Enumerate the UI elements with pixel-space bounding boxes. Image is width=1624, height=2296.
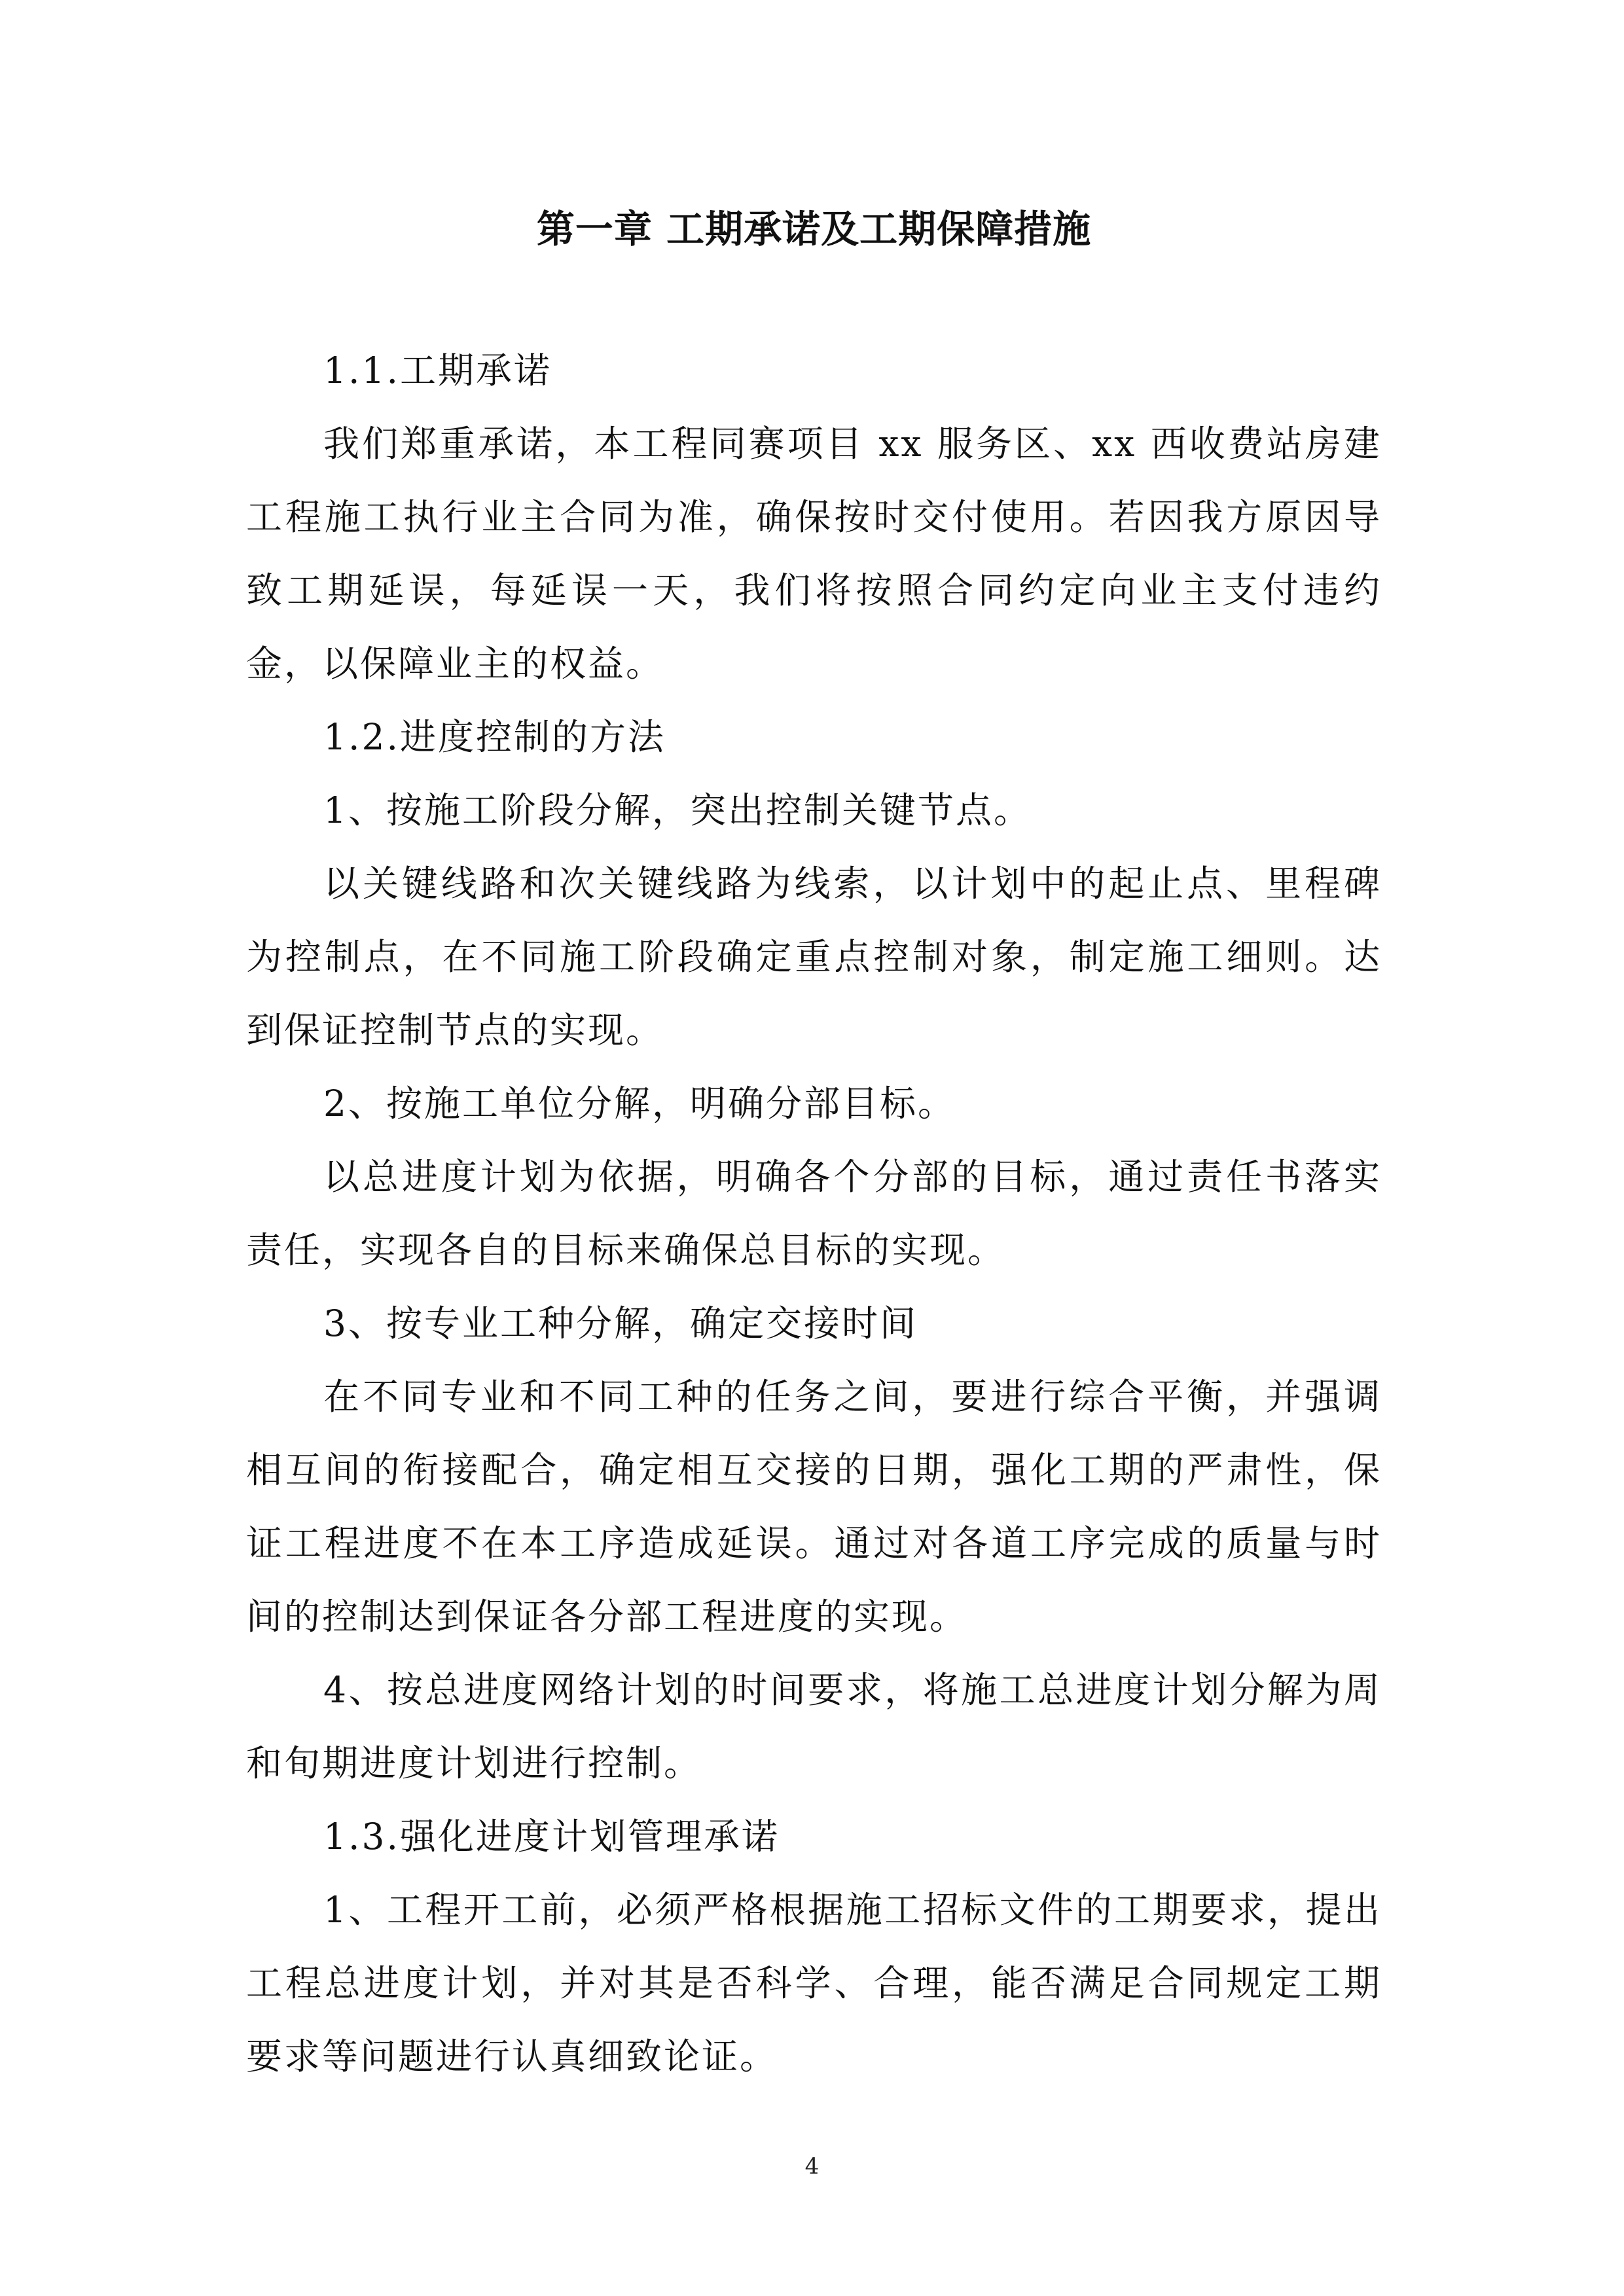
document-body	[246, 196, 1382, 2093]
list-item-heading: 4、按总进度网络计划的时间要求，将施工总进度计划分解为周和旬期进度计划进行控制。	[246, 1669, 1382, 1784]
paragraph: 我们郑重承诺，本工程同赛项目 xx 服务区、xx 西收费站房建工程施工执行业主合同为准，确保按时交付使用。若因我方原因导致工期延误，每延误一天，我们将按照合同约定向业主支付违约金，以保障业主的权益。	[246, 423, 1382, 685]
paragraph: 在不同专业和不同工种的任务之间，要进行综合平衡，并强调相互间的衔接配合，确定相互交接的日期，强化工期的严肃性，保证工程进度不在本工序造成延误。通过对各道工序完成的质量与时间的控制达到保证各分部工程进度的实现。	[246, 1376, 1382, 1638]
paragraph: 以关键线路和次关键线路为线索，以计划中的起止点、里程碑为控制点，在不同施工阶段确定重点控制对象，制定施工细则。达到保证控制节点的实现。	[246, 863, 1382, 1051]
section-heading-1-1: 1.1.工期承诺	[323, 350, 552, 391]
paragraph: 1、工程开工前，必须严格根据施工招标文件的工期要求，提出工程总进度计划，并对其是否科学、合理，能否满足合同规定工期要求等问题进行认真细致论证。	[246, 1889, 1382, 2077]
page-number: 4	[804, 2153, 820, 2179]
list-item-heading: 1、按施工阶段分解，突出控制关键节点。	[323, 789, 1032, 831]
list-item-heading: 3、按专业工种分解，确定交接时间	[323, 1302, 918, 1344]
section-heading-1-2: 1.2.进度控制的方法	[323, 716, 666, 758]
section-heading-1-3: 1.3.强化进度计划管理承诺	[323, 1816, 780, 1857]
chapter-title: 第一章 工期承诺及工期保障措施	[536, 207, 1092, 251]
paragraph: 以总进度计划为依据，明确各个分部的目标，通过责任书落实责任，实现各自的目标来确保总目标的实现。	[246, 1156, 1382, 1271]
list-item-heading: 2、按施工单位分解，明确分部目标。	[323, 1083, 956, 1124]
